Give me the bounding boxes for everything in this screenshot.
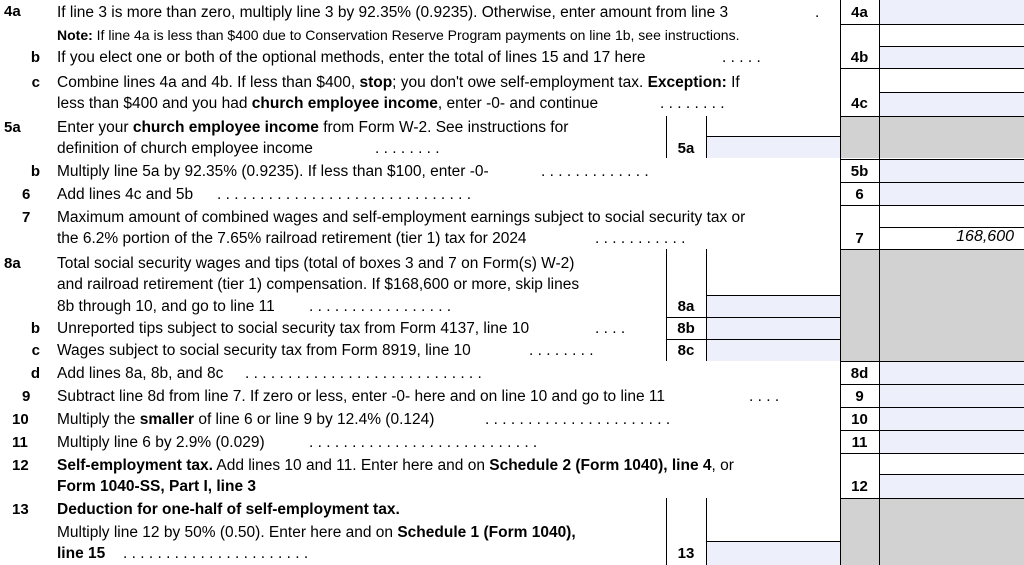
divider [840, 361, 1024, 362]
divider [879, 474, 1024, 475]
line-text [57, 456, 734, 475]
line-7-amount: 168,600 [956, 228, 1014, 245]
leader-dots: . [815, 4, 820, 21]
line-emphasis: smaller [139, 411, 195, 428]
line-description: of line 6 or line 9 by 12.4% (0.124) [194, 411, 435, 428]
line-text [57, 3, 820, 22]
divider [666, 317, 840, 318]
line-description: Multiply the [57, 411, 136, 428]
note-text: If line 4a is less than $400 due to Conservation Reserve Program payments on line 1b, see instructions. [92, 27, 740, 43]
divider [840, 68, 1024, 69]
line-number: c [31, 74, 40, 91]
box-label: 4c [851, 95, 868, 112]
line-text [57, 48, 761, 67]
line-number: b [30, 49, 40, 66]
line-number: b [30, 320, 40, 337]
line-text [57, 544, 309, 563]
line-description: Maximum amount of combined wages and self-employment earnings subject to social security tax or [57, 209, 746, 226]
line-description: Multiply line 12 by 50% (0.50). Enter here and on [57, 524, 394, 541]
line-text [57, 94, 725, 113]
line-description: Add lines 8a, 8b, and 8c [57, 365, 224, 382]
box-label: 5a [677, 140, 695, 157]
entry-9[interactable] [879, 385, 1024, 407]
line-text [57, 118, 568, 137]
line-description: Total social security wages and tips (total of boxes 3 and 7 on Form(s) W-2) [57, 255, 575, 272]
line-text [57, 319, 626, 338]
leader-dots: . . . . . . . . [660, 95, 725, 112]
box-label: 5b [850, 163, 869, 180]
line-text: Deduction for one-half of self-employment tax. [57, 501, 400, 518]
line-number: 10 [12, 411, 29, 428]
line-text [57, 297, 452, 316]
line-description: If you elect one or both of the optional methods, enter the total of lines 15 and 17 here [57, 49, 646, 66]
entry-5a[interactable] [706, 136, 840, 158]
divider [879, 46, 1024, 47]
divider [706, 295, 840, 296]
divider [666, 339, 840, 340]
line-description: 8b through 10, and go to line 11 [57, 298, 275, 315]
line-description: Unreported tips subject to social security tax from Form 4137, line 10 [57, 320, 530, 337]
leader-dots: . . . . . . . . [375, 140, 440, 157]
divider [840, 430, 1024, 431]
leader-dots: . . . . . . . . [529, 342, 594, 359]
divider [840, 249, 1024, 250]
line-text [57, 410, 671, 429]
line-number: d [30, 365, 40, 382]
line-text [57, 364, 482, 383]
line-description: , or [711, 457, 734, 474]
line-description: ; you don't owe self-employment tax. [392, 74, 644, 91]
line-number: 8a [4, 255, 21, 272]
leader-dots: . . . . . . . . . . . . . . . . . . . . . . . . . . . . [245, 365, 482, 382]
divider [706, 249, 707, 361]
box-label: 4b [850, 49, 869, 66]
line-description: Enter your [57, 119, 129, 136]
box-label: 10 [851, 411, 868, 428]
entry-6[interactable] [879, 183, 1024, 205]
line-text [57, 229, 686, 248]
line-number: 11 [12, 434, 28, 451]
line-text [57, 73, 740, 92]
divider [706, 136, 840, 137]
line-number: c [31, 342, 40, 359]
box-label: 8c [677, 342, 695, 359]
line-description: Subtract line 8d from line 7. If zero or less, enter -0- here and on line 10 and go to line 11 [57, 388, 666, 405]
note-label: Note: [57, 27, 93, 43]
box-label: 12 [851, 478, 868, 495]
line-number: 13 [12, 501, 29, 518]
entry-12[interactable] [879, 474, 1024, 498]
line-emphasis: Exception: [647, 74, 727, 91]
box-label: 6 [855, 186, 864, 203]
box-label: 8a [677, 298, 695, 315]
line-number: 9 [22, 388, 31, 405]
line-number: 4a [4, 3, 21, 20]
divider [840, 182, 1024, 183]
divider [706, 498, 707, 565]
leader-dots: . . . . . . . . . . . . . . . . . . . . . . [485, 411, 671, 428]
divider [840, 453, 1024, 454]
line-emphasis: Schedule 2 (Form 1040), line 4 [489, 457, 712, 474]
line-description: Add lines 10 and 11. Enter here and on [212, 457, 485, 474]
line-text [57, 162, 649, 181]
line-emphasis: Self-employment tax. [57, 457, 213, 474]
box-label: 8d [850, 365, 869, 382]
leader-dots: . . . . . . . . . . . . . . . . . . . . . . [123, 545, 309, 562]
shaded-area-8 [840, 249, 1024, 361]
line-number: 7 [22, 209, 31, 226]
entry-8b[interactable] [706, 318, 840, 339]
entry-8d[interactable] [879, 362, 1024, 384]
box-label: 7 [855, 230, 864, 247]
divider [879, 92, 1024, 93]
line-description: Multiply line 5a by 92.35% (0.9235). If less than $100, enter -0- [57, 163, 489, 180]
line-description: the 6.2% portion of the 7.65% railroad retirement (tier 1) tax for 2024 [57, 230, 527, 247]
divider [840, 384, 1024, 385]
divider [840, 116, 1024, 117]
leader-dots: . . . . . . . . . . . . . . . . . . . . . . . . . . . . . . [217, 186, 472, 203]
line-text [57, 139, 440, 158]
line-note [57, 27, 739, 43]
line-text [57, 208, 745, 227]
divider [840, 24, 1024, 25]
line-description: If [726, 74, 740, 91]
line-description: Multiply line 6 by 2.9% (0.029) [57, 434, 265, 451]
line-description: If line 3 is more than zero, multiply line 3 by 92.35% (0.9235). Otherwise, enter amount from line 3 [57, 4, 729, 21]
entry-4a[interactable] [879, 0, 1024, 24]
line-description: Wages subject to social security tax from Form 8919, line 10 [57, 342, 471, 359]
line-description: , enter -0- and continue [437, 95, 599, 112]
entry-10[interactable] [879, 408, 1024, 430]
line-text [57, 523, 576, 542]
line-text [57, 254, 574, 273]
line-text [57, 185, 472, 204]
divider [706, 541, 840, 542]
leader-dots: . . . . . . . . . . . . . . . . . [309, 298, 452, 315]
line-number: 5a [4, 119, 21, 136]
entry-4b[interactable] [879, 46, 1024, 68]
line-text [57, 275, 579, 294]
line-text [57, 387, 780, 406]
box-label: 4a [851, 4, 868, 21]
shaded-area-5a [840, 116, 1024, 158]
line-number: b [30, 163, 40, 180]
entry-11[interactable] [879, 431, 1024, 453]
line-emphasis: church employee income [132, 119, 319, 136]
line-description: from Form W-2. See instructions for [318, 119, 569, 136]
divider [706, 116, 707, 158]
divider [879, 0, 880, 565]
line-description: Combine lines 4a and 4b. If less than $400, [57, 74, 356, 91]
divider [840, 407, 1024, 408]
line-description: definition of church employee income [57, 140, 313, 157]
line-text [57, 433, 538, 452]
leader-dots: . . . . [595, 320, 626, 337]
line-number: 6 [22, 186, 31, 203]
entry-13[interactable] [706, 541, 840, 565]
line-emphasis: line 15 [57, 545, 106, 562]
line-emphasis: church employee income [251, 95, 438, 112]
line-description: Add lines 4c and 5b [57, 186, 194, 203]
divider [840, 205, 1024, 206]
divider [840, 159, 1024, 160]
entry-4c[interactable] [879, 92, 1024, 116]
line-emphasis: stop [359, 74, 393, 91]
line-emphasis: Schedule 1 (Form 1040), [397, 524, 576, 541]
leader-dots: . . . . . [722, 49, 761, 66]
box-label: 11 [851, 434, 868, 451]
line-text: Form 1040-SS, Part I, line 3 [57, 478, 256, 495]
box-label: 9 [855, 388, 864, 405]
line-text [57, 341, 594, 360]
box-label: 13 [677, 545, 695, 562]
leader-dots: . . . . . . . . . . . [595, 230, 686, 247]
line-description: and railroad retirement (tier 1) compensation. If $168,600 or more, skip lines [57, 276, 580, 293]
leader-dots: . . . . . . . . . . . . . [541, 163, 649, 180]
leader-dots: . . . . . . . . . . . . . . . . . . . . . . . . . . . [309, 434, 538, 451]
leader-dots: . . . . [749, 388, 780, 405]
box-label: 8b [677, 320, 695, 337]
shaded-area-13 [840, 498, 1024, 565]
entry-8a[interactable] [706, 295, 840, 317]
line-number: 12 [12, 457, 29, 474]
divider [840, 498, 1024, 499]
entry-5b[interactable] [879, 160, 1024, 182]
entry-8c[interactable] [706, 340, 840, 361]
line-description: less than $400 and you had [57, 95, 248, 112]
